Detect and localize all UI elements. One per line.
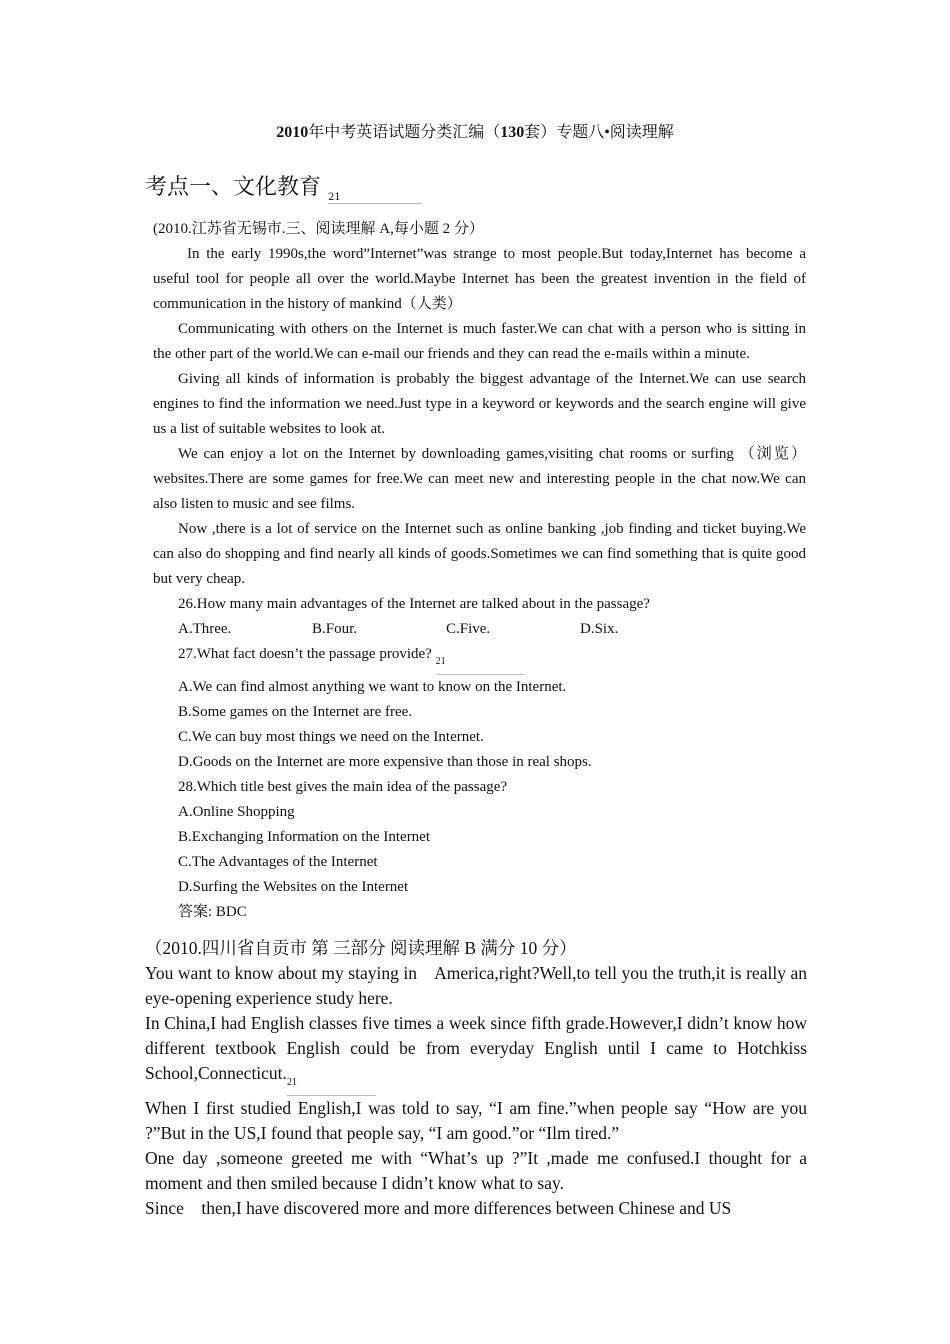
passage-a-source: (2010.江苏省无锡市.三、阅读理解 A,每小题 2 分）: [153, 221, 484, 237]
passage-a-paragraph-4: We can enjoy a lot on the Internet by downloading games,visiting chat rooms or surfing （浏览）websites.There are some games for free.We can meet new and interesting people in the chat now.We can also listen to music and see films.: [153, 446, 806, 512]
title-part1: 年中考英语试题分类汇编（: [308, 124, 501, 141]
passage-a-paragraph-5: Now ,there is a lot of service on the Internet such as online banking ,job finding and ticket buying.We can also do shopping and find nearly all kinds of goods.Sometimes we can find something that is quite good but very cheap.: [153, 521, 806, 587]
section-heading: [145, 170, 422, 204]
passage-b-paragraph-2: [145, 1011, 807, 1096]
page-title: [0, 119, 950, 142]
passage-b-paragraph-5: Since then,I have discovered more and more differences between Chinese and US: [145, 1198, 732, 1218]
passage-a: [153, 217, 806, 925]
passage-b-paragraph-3: When I first studied English,I was told to say, “I am fine.”when people say “How are you ?”But in the US,I found that people say, “I am good.”or “Ilm tired.”: [145, 1098, 807, 1143]
question-28-option-b: B.Exchanging Information on the Internet: [178, 829, 431, 845]
question-26-option-c: C.Five.: [446, 621, 491, 637]
question-26-option-d: D.Six.: [580, 621, 619, 637]
question-27-option-c: C.We can buy most things we need on the Internet.: [178, 729, 484, 745]
title-year: 2010: [276, 124, 309, 141]
question-26-option-a: A.Three.: [178, 621, 232, 637]
answer-line: 答案: BDC: [178, 904, 247, 920]
passage-b-paragraph-1: You want to know about my staying in America,right?Well,to tell you the truth,it is really an eye-opening experience study here.: [145, 963, 812, 1008]
passage-a-paragraph-2: Communicating with others on the Internet is much faster.We can chat with a person who is sitting in the other part of the world.We can e-mail our friends and they can read the e-mails within a minute.: [153, 321, 806, 362]
section-heading-text: 考点一、文化教育: [145, 175, 322, 200]
title-part2: 套）专题八•阅读理解: [524, 124, 674, 141]
question-27-option-d: D.Goods on the Internet are more expensive than those in real shops.: [178, 754, 592, 770]
question-26-option-b: B.Four.: [312, 621, 358, 637]
source-mark: 21: [436, 649, 525, 675]
question-26: 26.How many main advantages of the Internet are talked about in the passage?: [178, 596, 650, 612]
question-27-option-a: A.We can find almost anything we want to know on the Internet.: [178, 679, 567, 695]
question-27-option-b: B.Some games on the Internet are free.: [178, 704, 413, 720]
passage-a-paragraph-1: In the early 1990s,the word”Internet”was strange to most people.But today,Internet has become a useful tool for people all over the world.Maybe Internet has been the greatest invention in the field of communication in the history of mankind（人类）: [153, 246, 806, 312]
passage-b-paragraph-2-text: In China,I had English classes five times a week since fifth grade.However,I didn’t know how different textbook English could be from everyday English until I came to Hotchkiss School,Connecticut.: [145, 1013, 807, 1083]
question-27: [153, 642, 806, 675]
source-mark: 21: [287, 1070, 376, 1096]
source-mark: 21: [328, 192, 422, 204]
question-27-text: 27.What fact doesn’t the passage provide?: [178, 646, 432, 662]
question-28: 28.Which title best gives the main idea of the passage?: [178, 779, 508, 795]
title-count: 130: [500, 124, 525, 141]
question-28-option-c: C.The Advantages of the Internet: [178, 854, 378, 870]
passage-b-source: （2010.四川省自贡市 第 三部分 阅读理解 B 满分 10 分）: [145, 938, 577, 958]
question-26-options: [153, 617, 806, 642]
question-28-option-a: A.Online Shopping: [178, 804, 295, 820]
passage-a-paragraph-3: Giving all kinds of information is probably the biggest advantage of the Internet.We can use search engines to find the information we need.Just type in a keyword or keywords and the search engine will give us a list of suitable websites to look at.: [153, 371, 806, 437]
question-28-option-d: D.Surfing the Websites on the Internet: [178, 879, 409, 895]
passage-b: [145, 936, 812, 1221]
passage-b-paragraph-4: One day ,someone greeted me with “What’s up ?”It ,made me confused.I thought for a moment and then smiled because I didn’t know what to say.: [145, 1148, 807, 1193]
